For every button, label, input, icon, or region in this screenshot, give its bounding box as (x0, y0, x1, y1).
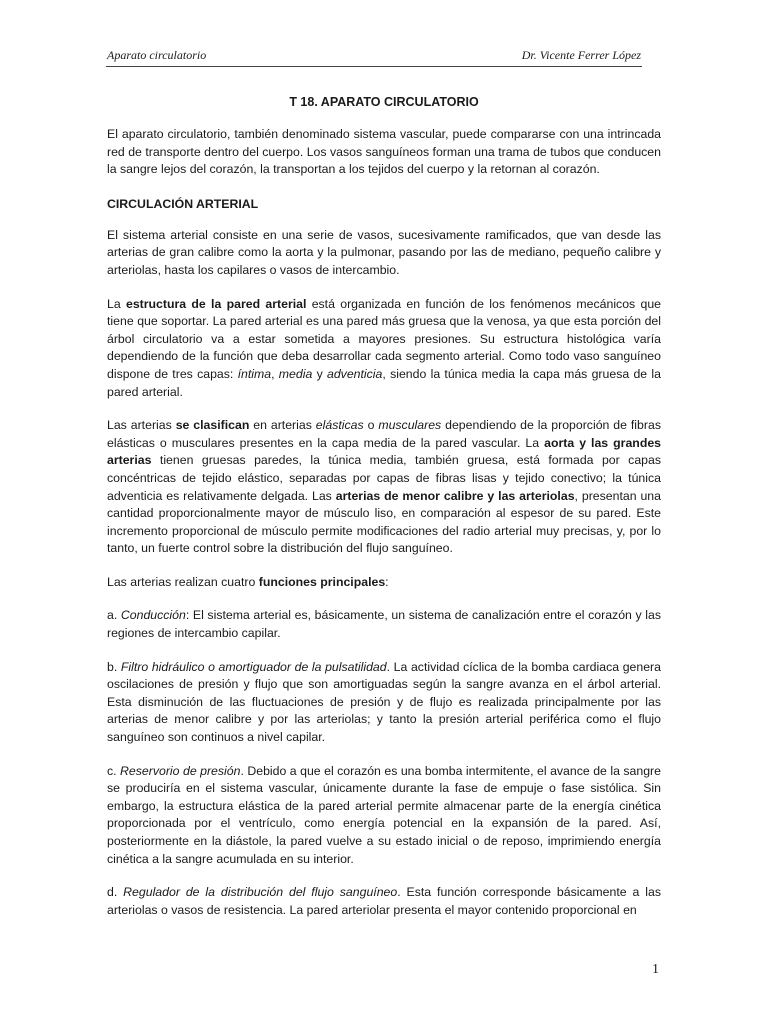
text-run: , (271, 366, 279, 381)
italic-term: íntima (237, 366, 272, 381)
text-run: . Debido a que el corazón es una bomba intermitente, el avance de la sangre se produciría en el sistema vascular, únicamente durante la fase de empuje o fase sistólica. Sin embargo, la estructura elástica de la pared arterial permite almacenar parte de la energía cinética proporcionada por el ventrículo, como energía potencial en la expansión de la pared. Así, posteriormente en la diástole, la pared vuelve a su estado inicial o de reposo, imprimiendo energía cinética a la sangre acumulada en su interior. (107, 763, 661, 866)
italic-term: Filtro hidráulico o amortiguador de la pulsatilidad (120, 659, 387, 674)
text-run: : (385, 574, 389, 589)
page-number: 1 (652, 962, 659, 977)
document-body (107, 94, 661, 935)
text-run: , presentan una cantidad proporcionalmente mayor de músculo liso, en comparación al espesor de su pared. Este incremento proporcional de músculo permite modificaciones del radio arterial muy precisas, y, por lo tanto, un fuerte control sobre la distribución del flujo sanguíneo. (107, 488, 661, 556)
italic-term: Conducción (120, 608, 186, 623)
text-run: c. (107, 763, 121, 778)
text-run: dependiendo de la proporción de fibras elásticas o musculares presentes en la capa media de la pared vascular. La (107, 418, 661, 450)
header-author: Dr. Vicente Ferrer López (521, 48, 641, 62)
italic-term: Regulador de la distribución del flujo sanguíneo (123, 885, 398, 900)
text-run: La (107, 296, 126, 311)
text-run: y (312, 366, 327, 381)
italic-term: elásticas (315, 418, 364, 433)
italic-term: adventicia (327, 366, 383, 381)
text-run: d. (107, 885, 124, 900)
text-run: o (363, 418, 379, 433)
paragraph-functions-intro (107, 574, 661, 592)
text-run: b. (107, 659, 121, 674)
intro-paragraph: El aparato circulatorio, también denominado sistema vascular, puede compararse con una intrincada red de transporte dentro del cuerpo. Los vasos sanguíneos forman una trama de tubos que conducen la sangre lejos del corazón, la transportan a los tejidos del cuerpo y la retornan al corazón. (107, 127, 661, 177)
text-run: está organizada en función de los fenómenos mecánicos que tiene que soportar. La pared arterial es una pared más gruesa que la venosa, ya que esta porción del árbol circulatorio va a estar sometida a mayores presiones. Su estructura histológica varía dependiendo de la función que deba desarrollar cada segmento arterial. Como todo vaso sanguíneo dispone de tres capas: (107, 296, 661, 381)
text-run: , siendo la túnica media la capa más gruesa de la pared arterial. (107, 366, 661, 399)
text-run: en arterias (249, 418, 316, 433)
paragraph-classification (107, 417, 661, 558)
paragraph-function-b (107, 659, 661, 747)
bold-term: arterias de menor calibre y las arteriolas (335, 488, 575, 503)
text-run: a. (107, 608, 121, 623)
italic-term: media (278, 366, 313, 381)
header-title: Aparato circulatorio (107, 48, 207, 62)
paragraph-arterial-wall (107, 296, 661, 402)
text-run: : El sistema arterial es, básicamente, un sistema de canalización entre el corazón y las regiones de intercambio capilar. (107, 608, 661, 641)
text-run: Las arterias realizan cuatro (107, 574, 259, 589)
section-heading: CIRCULACIÓN ARTERIAL (107, 196, 259, 211)
italic-term: musculares (378, 418, 442, 433)
bold-term: funciones principales (258, 574, 386, 589)
paragraph-function-c (107, 763, 661, 869)
bold-term: aorta y las grandes arterias (107, 435, 662, 468)
paragraph-function-d (107, 884, 661, 919)
document-title: T 18. APARATO CIRCULATORIO (289, 95, 479, 109)
text-run: Las arterias (107, 418, 176, 433)
paragraph-arterial-system: El sistema arterial consiste en una serie de vasos, sucesivamente ramificados, que van desde las arterias de gran calibre como la aorta y la pulmonar, pasando por las de mediano, pequeño calibre y arteriolas, hasta los capilares o vasos de intercambio. (107, 227, 661, 277)
italic-term: Reservorio de presión (120, 763, 241, 778)
bold-term: se clasifican (175, 418, 250, 433)
text-run: . La actividad cíclica de la bomba cardiaca genera oscilaciones de presión y flujo que son amortiguadas según la sangre avanza en el árbol arterial. Esta disminución de las fluctuaciones de presión y de flujo es realizada principalmente por las arterias de menor calibre y por las arteriolas; y tanto la presión arterial periférica como el flujo sanguíneo son continuos a nivel capilar. (107, 659, 661, 745)
bold-term: estructura de la pared arterial (125, 296, 307, 311)
running-header (106, 46, 642, 67)
text-run: tienen gruesas paredes, la túnica media, también gruesa, está formada por capas concéntricas de tejido elástico, separadas por capas de fibras lisas y tejido conectivo; la túnica adventicia es relativamente delgada. Las (107, 453, 661, 503)
paragraph-function-a (107, 607, 661, 642)
text-run: . Esta función corresponde básicamente a las arteriolas o vasos de resistencia. La pared arteriolar presenta el mayor contenido proporcional en (107, 885, 661, 917)
